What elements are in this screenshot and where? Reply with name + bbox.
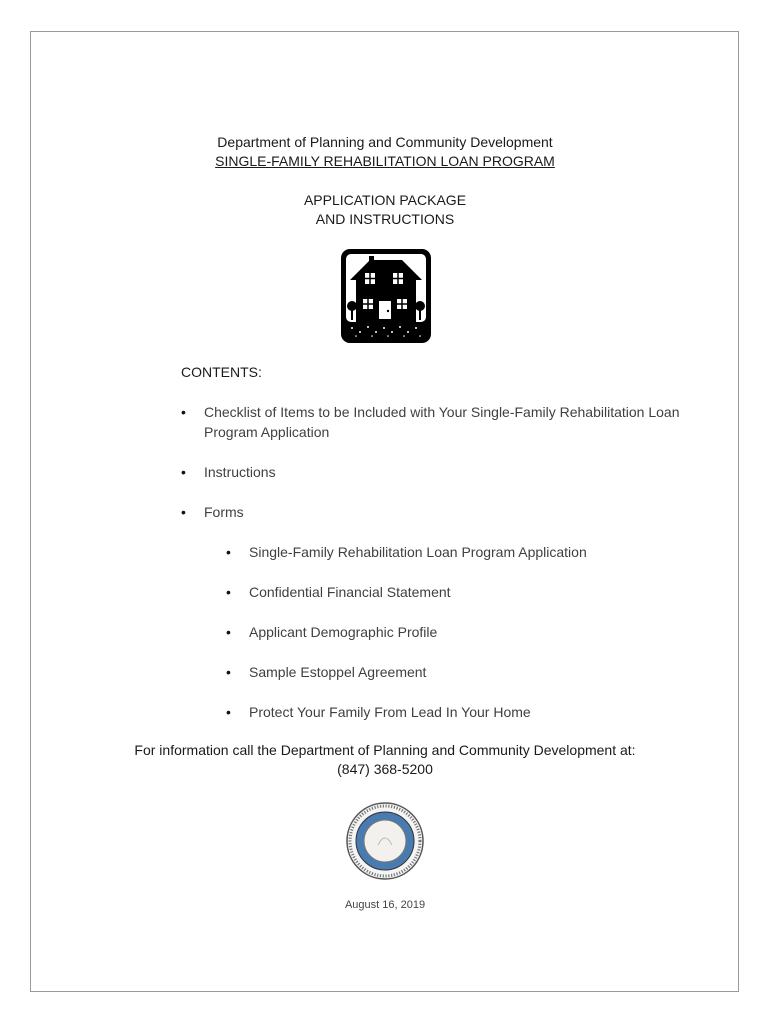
house-icon bbox=[340, 248, 432, 344]
city-seal bbox=[345, 801, 425, 881]
package-line-1: APPLICATION PACKAGE bbox=[303, 192, 467, 208]
document-date: August 16, 2019 bbox=[344, 899, 426, 911]
package-title bbox=[0, 191, 770, 229]
contents-heading: CONTENTS: bbox=[181, 364, 262, 380]
contact-info bbox=[0, 741, 770, 779]
list-item: • Confidential Financial Statement bbox=[226, 582, 706, 602]
list-item: • Sample Estoppel Agreement bbox=[226, 662, 706, 682]
forms-list bbox=[226, 542, 706, 722]
list-item: • Applicant Demographic Profile bbox=[226, 622, 706, 642]
program-name: SINGLE-FAMILY REHABILITATION LOAN PROGRAM bbox=[215, 153, 555, 169]
phone-number: (847) 368-5200 bbox=[337, 761, 433, 777]
list-item: • Protect Your Family From Lead In Your Home bbox=[226, 702, 706, 722]
department-name: Department of Planning and Community Development bbox=[217, 134, 553, 150]
list-item: • Checklist of Items to be Included with Your Single-Family Rehabilitation Loan Program Application bbox=[181, 402, 701, 442]
contact-line: For information call the Department of Planning and Community Development at: bbox=[134, 742, 636, 758]
list-item: • Forms bbox=[181, 502, 701, 522]
contents-list bbox=[181, 402, 701, 522]
package-line-2: AND INSTRUCTIONS bbox=[315, 211, 455, 227]
document-title-block bbox=[0, 133, 770, 171]
list-item: • Single-Family Rehabilitation Loan Program Application bbox=[226, 542, 706, 562]
list-item: • Instructions bbox=[181, 462, 701, 482]
